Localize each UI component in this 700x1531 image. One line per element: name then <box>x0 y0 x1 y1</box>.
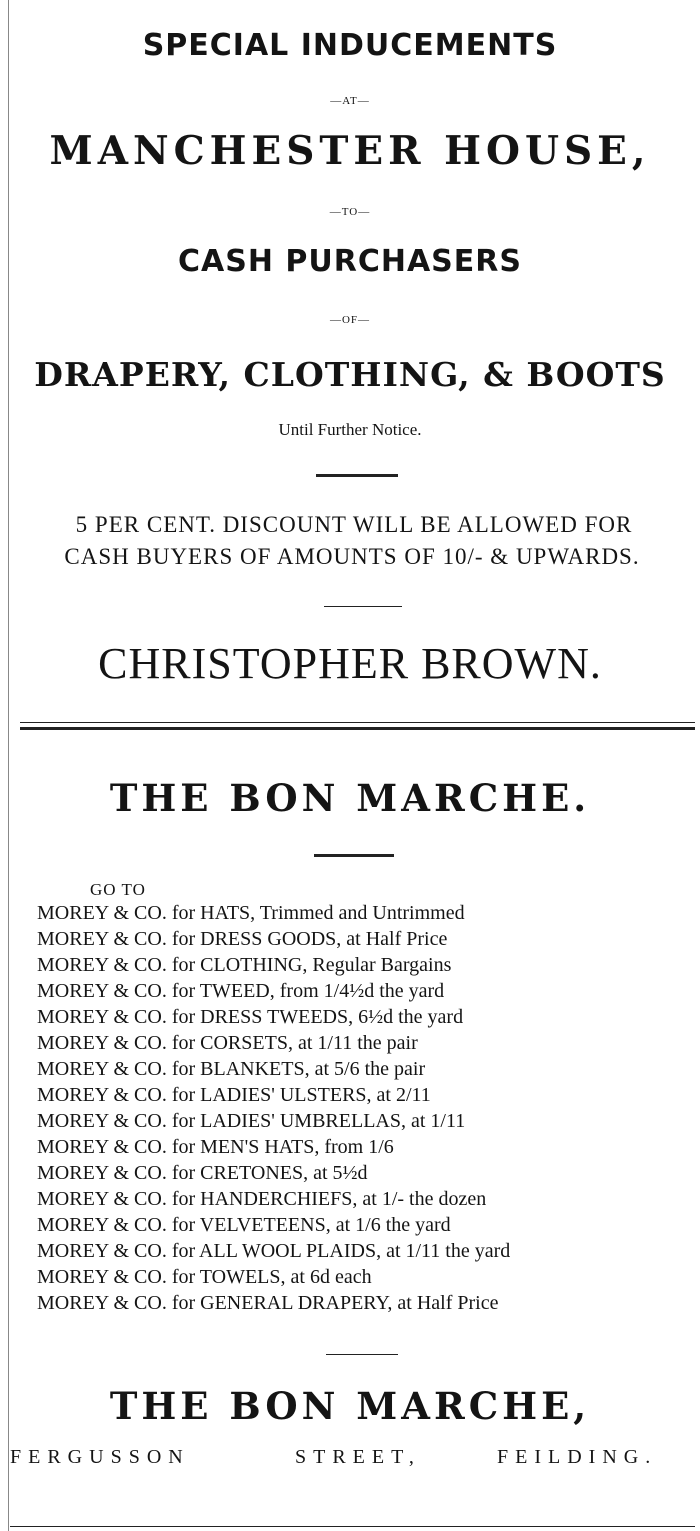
list-item: MOREY & CO. for ALL WOOL PLAIDS, at 1/11 the yard <box>37 1240 511 1262</box>
notice-text: Until Further Notice. <box>278 420 422 439</box>
discount-line-1: 5 PER CENT. DISCOUNT WILL BE ALLOWED FOR <box>75 512 633 537</box>
list-item: MOREY & CO. for MEN'S HATS, from 1/6 <box>37 1136 394 1158</box>
address-town: FEILDING. <box>497 1446 658 1468</box>
heading-cash-purchasers: CASH PURCHASERS <box>178 244 522 279</box>
list-item: MOREY & CO. for TWEED, from 1/4½d the yard <box>37 980 445 1002</box>
divider-top <box>20 722 695 723</box>
discount-line-2: CASH BUYERS OF AMOUNTS OF 10/- & UPWARDS. <box>64 544 640 569</box>
connector-of: —OF— <box>329 314 371 326</box>
go-to-label: GO TO <box>90 880 146 899</box>
short-rule-4 <box>326 1354 398 1355</box>
address-street-word: STREET, <box>295 1446 421 1468</box>
list-item: MOREY & CO. for CLOTHING, Regular Bargains <box>37 954 452 976</box>
list-item: MOREY & CO. for TOWELS, at 6d each <box>37 1266 372 1288</box>
list-item: MOREY & CO. for LADIES' UMBRELLAS, at 1/11 <box>37 1110 466 1132</box>
list-item: MOREY & CO. for DRESS TWEEDS, 6½d the yard <box>37 1006 464 1028</box>
bon-marche-footer-title: THE BON MARCHE, <box>109 1384 591 1428</box>
list-item: MOREY & CO. for VELVETEENS, at 1/6 the yard <box>37 1214 451 1236</box>
list-item: MOREY & CO. for HATS, Trimmed and Untrimmed <box>37 902 465 924</box>
connector-to: —TO— <box>329 206 371 218</box>
bon-marche-title: THE BON MARCHE. <box>109 776 591 820</box>
list-item: MOREY & CO. for DRESS GOODS, at Half Price <box>37 928 448 950</box>
list-item: MOREY & CO. for GENERAL DRAPERY, at Half Price <box>37 1292 499 1314</box>
heading-manchester-house: MANCHESTER HOUSE, <box>49 128 651 174</box>
heading-special-inducements: SPECIAL INDUCEMENTS <box>142 28 558 63</box>
list-item: MOREY & CO. for LADIES' ULSTERS, at 2/11 <box>37 1084 431 1106</box>
short-rule-3 <box>314 854 394 857</box>
connector-at: —AT— <box>330 95 370 107</box>
list-item: MOREY & CO. for BLANKETS, at 5/6 the pair <box>37 1058 426 1080</box>
heading-drapery-clothing-boots: DRAPERY, CLOTHING, & BOOTS <box>34 355 666 394</box>
divider-bottom <box>20 727 695 730</box>
short-rule-1 <box>316 474 398 477</box>
address-street-name: FERGUSSON <box>10 1446 190 1468</box>
short-rule-2 <box>324 606 402 607</box>
bottom-rule <box>10 1526 695 1527</box>
list-item: MOREY & CO. for HANDERCHIEFS, at 1/- the dozen <box>37 1188 487 1210</box>
list-item: MOREY & CO. for CORSETS, at 1/11 the pair <box>37 1032 418 1054</box>
list-item: MOREY & CO. for CRETONES, at 5½d <box>37 1162 368 1184</box>
column-border <box>8 0 9 1531</box>
proprietor-name: CHRISTOPHER BROWN. <box>98 639 602 688</box>
